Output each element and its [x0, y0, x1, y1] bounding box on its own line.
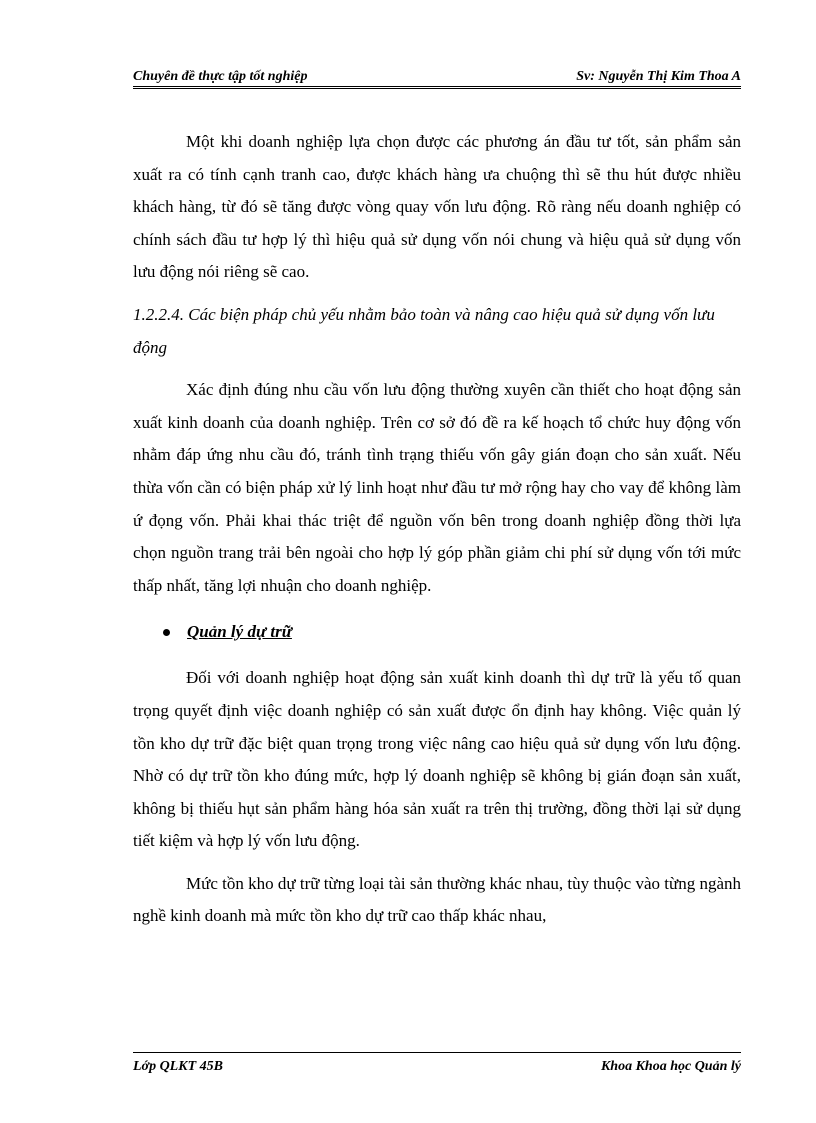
- paragraph-capital-needs: Xác định đúng nhu cầu vốn lưu động thường xuyên cần thiết cho hoạt động sản xuất kinh doanh của doanh nghiệp. Trên cơ sở đó đề ra kế hoạch tổ chức huy động vốn nhằm đáp ứng nhu cầu đó, tránh tình trạng thiếu vốn gây gián đoạn cho sản xuất. Nếu thừa vốn cần có biện pháp xử lý linh hoạt như đầu tư mở rộng hay cho vay để không làm ứ đọng vốn. Phải khai thác triệt để nguồn vốn bên trong doanh nghiệp đồng thời lựa chọn nguồn trang trải bên ngoài cho hợp lý góp phần giảm chi phí sử dụng vốn tới mức thấp nhất, tăng lợi nhuận cho doanh nghiệp.: [133, 380, 741, 595]
- paragraph-investment: Một khi doanh nghiệp lựa chọn được các phương án đầu tư tốt, sản phẩm sản xuất ra có tính cạnh tranh cao, được khách hàng ưa chuộng thì sẽ thu hút được nhiều khách hàng, từ đó sẽ tăng được vòng quay vốn lưu động. Rõ ràng nếu doanh nghiệp có chính sách đầu tư hợp lý thì hiệu quả sử dụng vốn nói chung và hiệu quả sử dụng vốn lưu động nói riêng sẽ cao.: [133, 132, 741, 282]
- paragraph-inventory-levels: Mức tồn kho dự trữ từng loại tài sản thường khác nhau, tùy thuộc vào từng ngành nghề kinh doanh mà mức tồn kho dự trữ cao thấp khác nhau,: [133, 873, 741, 926]
- page-header: [133, 65, 741, 89]
- header-document-title: Chuyên đề thực tập tốt nghiệp: [133, 69, 308, 84]
- footer-faculty: Khoa Khoa học Quản lý: [600, 1059, 741, 1074]
- header-author: Sv: Nguyễn Thị Kim Thoa A: [576, 69, 741, 84]
- section-heading-1-2-2-4: 1.2.2.4. Các biện pháp chủ yếu nhằm bảo toàn và nâng cao hiệu quả sử dụng vốn lưu động: [133, 304, 715, 357]
- bullet-item-inventory-management: [133, 616, 741, 648]
- page-body: [133, 126, 741, 933]
- footer-class: Lớp QLKT 45B: [133, 1059, 223, 1074]
- bullet-heading: Quản lý dự trữ: [187, 622, 292, 642]
- paragraph-inventory-role: Đối với doanh nghiệp hoạt động sản xuất kinh doanh thì dự trữ là yếu tố quan trọng quyết định việc doanh nghiệp có sản xuất được ổn định hay không. Việc quản lý tồn kho dự trữ đặc biệt quan trọng trong việc nâng cao hiệu quả sử dụng vốn lưu động. Nhờ có dự trữ tồn kho đúng mức, hợp lý doanh nghiệp sẽ không bị gián đoạn sản xuất, không bị thiếu hụt sản phẩm hàng hóa sản xuất ra trên thị trường, đồng thời lại sử dụng tiết kiệm và hợp lý vốn lưu động.: [133, 668, 741, 851]
- page-footer: [133, 1052, 741, 1075]
- bullet-dot-icon: [163, 629, 170, 636]
